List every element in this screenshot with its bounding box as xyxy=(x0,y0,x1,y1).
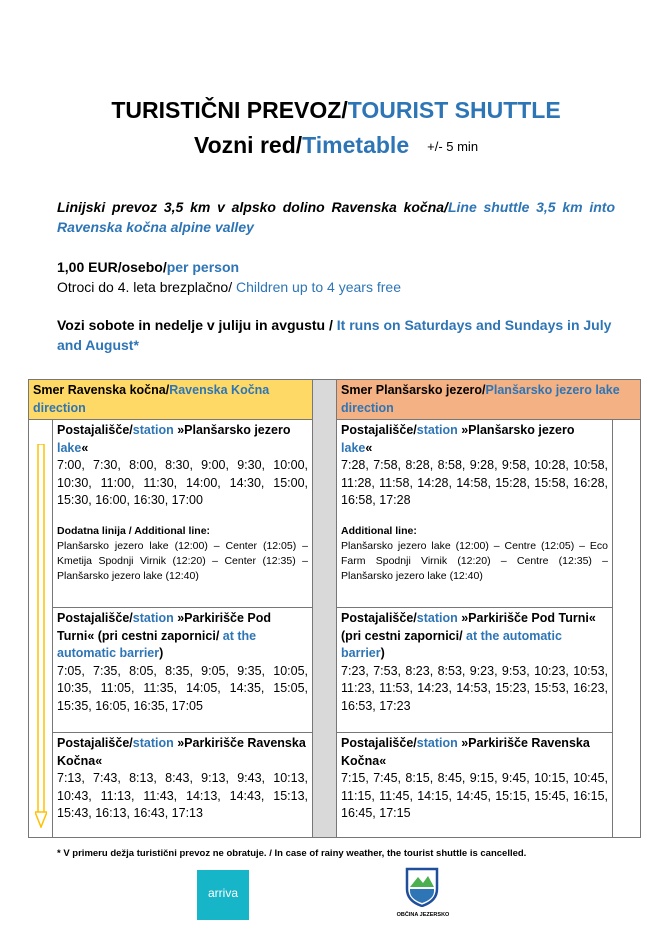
gray-separator xyxy=(313,380,337,838)
children-english: Children up to 4 years free xyxy=(236,279,401,295)
arriva-logo-text: arriva xyxy=(207,886,238,900)
stop-right-pod-turni xyxy=(337,608,613,733)
header-left-english: Ravenska Kočna direction xyxy=(33,383,270,415)
intro-english: Line shuttle 3,5 km into Ravenska kočna alpine valley xyxy=(57,199,615,235)
stop-left-ravenska-kocna xyxy=(53,733,313,838)
stop-name: Postajališče/station »Parkirišče Ravenska Kočna« xyxy=(57,736,306,768)
crest-label: OBČINA JEZERSKO xyxy=(396,912,450,918)
additional-line-header: Additional line: xyxy=(341,524,417,537)
down-arrow-icon xyxy=(35,444,47,828)
stop-name: Postajališče/station »Parkirišče Ravenska Kočna« xyxy=(341,736,590,768)
direction-arrow-cell xyxy=(29,420,53,838)
stop-name: Postajališče/station »Parkirišče Pod Turni« (pri cestni zapornici/ at the automatic barrier) xyxy=(57,611,272,660)
stop-left-plansarsko xyxy=(53,420,313,608)
stop-left-pod-turni xyxy=(53,608,313,733)
municipality-crest-icon xyxy=(405,867,439,907)
page-title xyxy=(0,96,672,124)
header-ravenska-direction xyxy=(29,380,313,420)
timetable xyxy=(28,379,641,838)
additional-line-header: Dodatna linija / Additional line: xyxy=(57,524,211,537)
subtitle-english: Timetable xyxy=(302,132,410,158)
footnote: * V primeru dežja turistični prevoz ne obratuje. / In case of rainy weather, the tourist shuttle is cancelled. xyxy=(57,848,527,859)
tolerance-note: +/- 5 min xyxy=(427,139,479,154)
price-slovene: 1,00 EUR/osebo/ xyxy=(57,259,167,275)
price-english: per person xyxy=(166,259,240,275)
header-right-slovene: Smer Planšarsko jezero/ xyxy=(341,383,486,397)
price-info xyxy=(57,257,617,297)
header-right-english: Planšarsko jezero lake direction xyxy=(341,383,620,415)
intro-slovene: Linijski prevoz 3,5 km v alpsko dolino Ravenska kočna/ xyxy=(57,199,448,215)
page-subtitle xyxy=(0,131,672,163)
header-plansarsko-direction xyxy=(337,380,641,420)
departure-times: 7:15, 7:45, 8:15, 8:45, 9:15, 9:45, 10:15, 10:45, 11:15, 11:45, 14:15, 14:45, 15:15, 15:45, 16:15, 16:45, 17:15 xyxy=(341,771,609,820)
runs-info xyxy=(57,315,617,355)
additional-line-text: Planšarsko jezero lake (12:00) – Centre (12:05) – Eco Farm Spodnji Virnik (12:20) – Centre (12:35) – Planšarsko jezero lake (12:40) xyxy=(341,539,609,582)
runs-slovene: Vozi sobote in nedelje v juliju in avgustu / xyxy=(57,317,337,333)
title-slovene: TURISTIČNI PREVOZ/ xyxy=(111,97,348,123)
additional-line-text: Planšarsko jezero lake (12:00) – Center (12:05) – Kmetija Spodnji Virnik (12:20) – Center (12:35) – Planšarsko jezero lake (12:40) xyxy=(57,539,309,582)
intro-text xyxy=(57,197,615,237)
departure-times: 7:28, 7:58, 8:28, 8:58, 9:28, 9:58, 10:28, 10:58, 11:28, 11:58, 14:28, 14:58, 15:28, 15:58, 16:28, 16:58, 17:28 xyxy=(341,458,609,507)
stop-name: Postajališče/station »Planšarsko jezero lake« xyxy=(57,423,291,455)
subtitle-slovene: Vozni red/ xyxy=(193,132,303,158)
arriva-logo xyxy=(197,870,249,920)
stop-right-plansarsko xyxy=(337,420,613,608)
children-slovene: Otroci do 4. leta brezplačno/ xyxy=(57,279,236,295)
departure-times: 7:05, 7:35, 8:05, 8:35, 9:05, 9:35, 10:05, 10:35, 11:05, 11:35, 14:05, 14:35, 15:05, 15:35, 16:05, 16:35, 17:05 xyxy=(57,663,309,713)
title-english: TOURIST SHUTTLE xyxy=(347,97,561,123)
stop-name: Postajališče/station »Planšarsko jezero lake« xyxy=(341,423,575,455)
departure-times: 7:13, 7:43, 8:13, 8:43, 9:13, 9:43, 10:13, 10:43, 11:13, 11:43, 14:13, 14:43, 15:13, 15:43, 16:13, 16:43, 17:13 xyxy=(57,771,309,820)
departure-times: 7:23, 7:53, 8:23, 8:53, 9:23, 9:53, 10:23, 10:53, 11:23, 11:53, 14:23, 14:53, 15:23, 15:53, 16:23, 16:53, 17:23 xyxy=(341,663,609,713)
departure-times: 7:00, 7:30, 8:00, 8:30, 9:00, 9:30, 10:00, 10:30, 11:00, 11:30, 14:00, 14:30, 15:00, 15:30, 16:00, 16:30, 17:00 xyxy=(57,458,309,507)
right-empty-column xyxy=(613,420,641,838)
stop-name: Postajališče/station »Parkirišče Pod Turni« (pri cestni zapornici/ at the automatic barrier) xyxy=(341,611,596,660)
stop-right-ravenska-kocna xyxy=(337,733,613,838)
header-left-slovene: Smer Ravenska kočna/ xyxy=(33,383,170,397)
runs-english: It runs on Saturdays and Sundays in July and August* xyxy=(57,317,612,353)
